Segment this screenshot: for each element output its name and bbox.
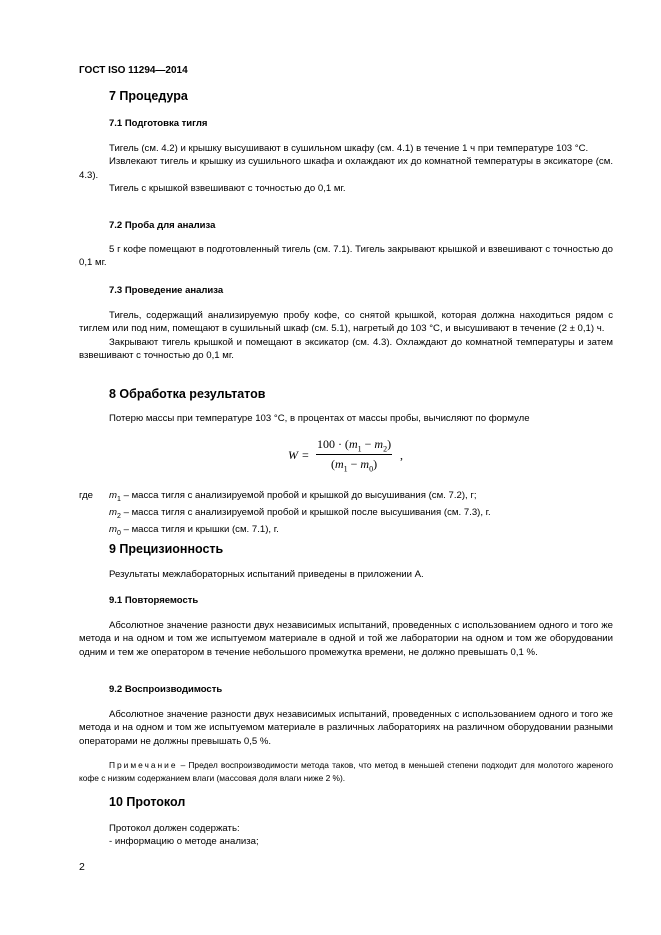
list-item: - информацию о методе анализа; bbox=[109, 836, 259, 848]
formula-equals: = bbox=[302, 448, 309, 462]
variable-definitions bbox=[109, 489, 491, 540]
formula-lhs: W bbox=[288, 448, 298, 462]
formula-denominator: $(m_1 - m_0)$ bbox=[330, 457, 378, 474]
paragraph: 5 г кофе помещают в подготовленный тигель (см. 7.1). Тигель закрывают крышкой и взвешивают с точностью до 0,1 мг. bbox=[79, 244, 613, 269]
section-9-1-body bbox=[79, 619, 613, 659]
page-number: 2 bbox=[79, 861, 85, 873]
section-8-intro bbox=[79, 412, 613, 425]
section-10-title: 10 Протокол bbox=[109, 795, 186, 809]
paragraph: Протокол должен содержать: bbox=[109, 823, 240, 834]
section-9-2-body bbox=[79, 708, 613, 748]
fraction-bar bbox=[316, 454, 392, 455]
paragraph: Тигель (см. 4.2) и крышку высушивают в сушильном шкафу (см. 4.1) в течение 1 ч при температуре 103 °С. bbox=[109, 143, 589, 154]
section-7-1-body bbox=[79, 142, 613, 195]
formula-numerator: $100 \cdot (m_1 - m_2)$ bbox=[316, 437, 392, 454]
paragraph: Абсолютное значение разности двух независимых испытаний, проведенных с использованием одного и того же метода и на одном и том же испытуемом материале в одной и той же лаборатории на одном и том же оборудовании одним и тем же оператором в течение небольшого промежутка времени, не должно превышать 0,1 %. bbox=[79, 620, 613, 658]
definition-line: $m_1$ – масса тигля с анализируемой пробой и крышкой до высушивания (см. 7.2), г; bbox=[109, 490, 477, 503]
section-9-title: 9 Прецизионность bbox=[109, 542, 224, 556]
note-label: Примечание bbox=[109, 760, 178, 770]
mass-loss-formula bbox=[288, 437, 428, 477]
definition-line: $m_0$ – масса тигля и крышки (см. 7.1), г. bbox=[109, 523, 279, 537]
section-7-1-title: 7.1 Подготовка тигля bbox=[109, 118, 208, 129]
section-7-title: 7 Процедура bbox=[109, 89, 188, 103]
formula-comma: , bbox=[400, 448, 403, 462]
note-text: – Предел воспроизводимости метода таков, что метод в меньшей степени подходит для молотого жареного кофе с низким содержанием влаги (массовая доля влаги ниже 2 %). bbox=[79, 760, 613, 783]
section-7-2-body bbox=[79, 243, 613, 270]
section-8-title: 8 Обработка результатов bbox=[109, 387, 266, 401]
paragraph: Тигель, содержащий анализируемую пробу кофе, со снятой крышкой, которая должна находиться рядом с тиглем или под ним, помещают в сушильный шкаф (см. 5.1), нагретый до 103 °С, и высушивают в течение (2 ± 0,1) ч. bbox=[79, 310, 613, 335]
where-label: где bbox=[79, 490, 94, 501]
paragraph: Извлекают тигель и крышку из сушильного шкафа и охлаждают их до комнатной температуры в эксикаторе (см. 4.3). bbox=[79, 156, 613, 181]
section-7-2-title: 7.2 Проба для анализа bbox=[109, 220, 216, 231]
section-9-1-title: 9.1 Повторяемость bbox=[109, 595, 199, 606]
section-10-body bbox=[109, 822, 609, 849]
paragraph: Тигель с крышкой взвешивают с точностью до 0,1 мг. bbox=[109, 182, 346, 194]
section-9-intro bbox=[79, 568, 613, 581]
paragraph: Потерю массы при температуре 103 °С, в процентах от массы пробы, вычисляют по формуле bbox=[109, 413, 530, 424]
paragraph: Абсолютное значение разности двух независимых испытаний, проведенных с использованием одного и того же метода и на одном и том же испытуемом материале в различных лабораториях на различном оборудовании разными операторами не должны превышать 0,5 %. bbox=[79, 709, 613, 747]
section-7-3-title: 7.3 Проведение анализа bbox=[109, 285, 224, 296]
paragraph: Результаты межлабораторных испытаний приведены в приложении А. bbox=[109, 569, 424, 580]
note bbox=[79, 759, 613, 784]
document-header: ГОСТ ISO 11294—2014 bbox=[79, 65, 188, 76]
section-9-2-title: 9.2 Воспроизводимость bbox=[109, 684, 223, 695]
section-7-3-body bbox=[79, 309, 613, 362]
definition-line: $m_2$ – масса тигля с анализируемой пробой и крышкой после высушивания (см. 7.3), г. bbox=[109, 506, 491, 520]
paragraph: Закрывают тигель крышкой и помещают в эксикатор (см. 4.3). Охлаждают до комнатной температуры и затем взвешивают с точностью до 0,1 мг. bbox=[79, 336, 613, 361]
